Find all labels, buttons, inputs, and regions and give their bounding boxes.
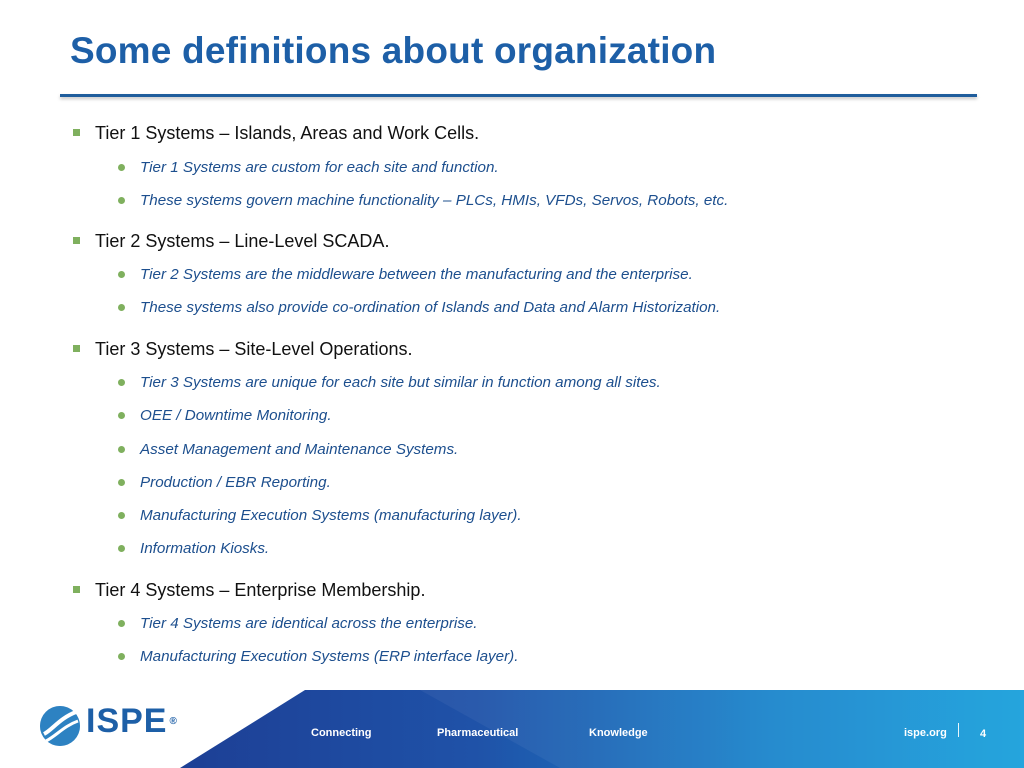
round-bullet-icon xyxy=(118,412,125,419)
square-bullet-icon xyxy=(73,237,80,244)
ispe-logo-wordmark: ISPE ® xyxy=(86,702,178,740)
square-bullet-icon xyxy=(73,586,80,593)
round-bullet-icon xyxy=(118,479,125,486)
bullet-list: Tier 1 Systems – Islands, Areas and Work Cells. Tier 1 Systems are custom for each site and function. These systems govern machine functionality – PLCs, HMIs, VFDs, Servos, Robots, etc. Tier 2 Systems – Line-Level SCADA. Tier 2 Systems are the middleware between the manufacturing and the enterprise. These systems also provide co-ordination of Islands and Data and Alarm Historization. Tier 3 Systems – Site-Level Operations. Tier 3 Systems are unique for each site but similar in function among all sites. OEE / Downtime Monitoring. Asset Management and Maintenance Systems. Production / EBR Reporting. Manufacturing Execution Systems (manufacturing layer). Information Kiosks. Tier 4 Systems – Enterprise Membership. Tier 4 Systems are identical across the enterprise. Manufacturing Execution Systems (ERP interface layer). xyxy=(0,0,1024,690)
ispe-logo-icon xyxy=(38,704,82,748)
round-bullet-icon xyxy=(118,304,125,311)
round-bullet-icon xyxy=(118,653,125,660)
square-bullet-icon xyxy=(73,345,80,352)
page-number: 4 xyxy=(980,728,987,740)
round-bullet-icon xyxy=(118,446,125,453)
round-bullet-icon xyxy=(118,271,125,278)
tagline-connecting: Connecting xyxy=(311,727,372,739)
slide-title: Some definitions about organization xyxy=(70,30,717,71)
footer-separator xyxy=(958,723,959,737)
tagline-pharmaceutical: Pharmaceutical xyxy=(437,727,519,739)
round-bullet-icon xyxy=(118,545,125,552)
round-bullet-icon xyxy=(118,164,125,171)
square-bullet-icon xyxy=(73,129,80,136)
round-bullet-icon xyxy=(118,512,125,519)
tagline-knowledge: Knowledge xyxy=(589,727,648,739)
round-bullet-icon xyxy=(118,379,125,386)
round-bullet-icon xyxy=(118,197,125,204)
round-bullet-icon xyxy=(118,620,125,627)
site-link[interactable]: ispe.org xyxy=(904,727,947,739)
